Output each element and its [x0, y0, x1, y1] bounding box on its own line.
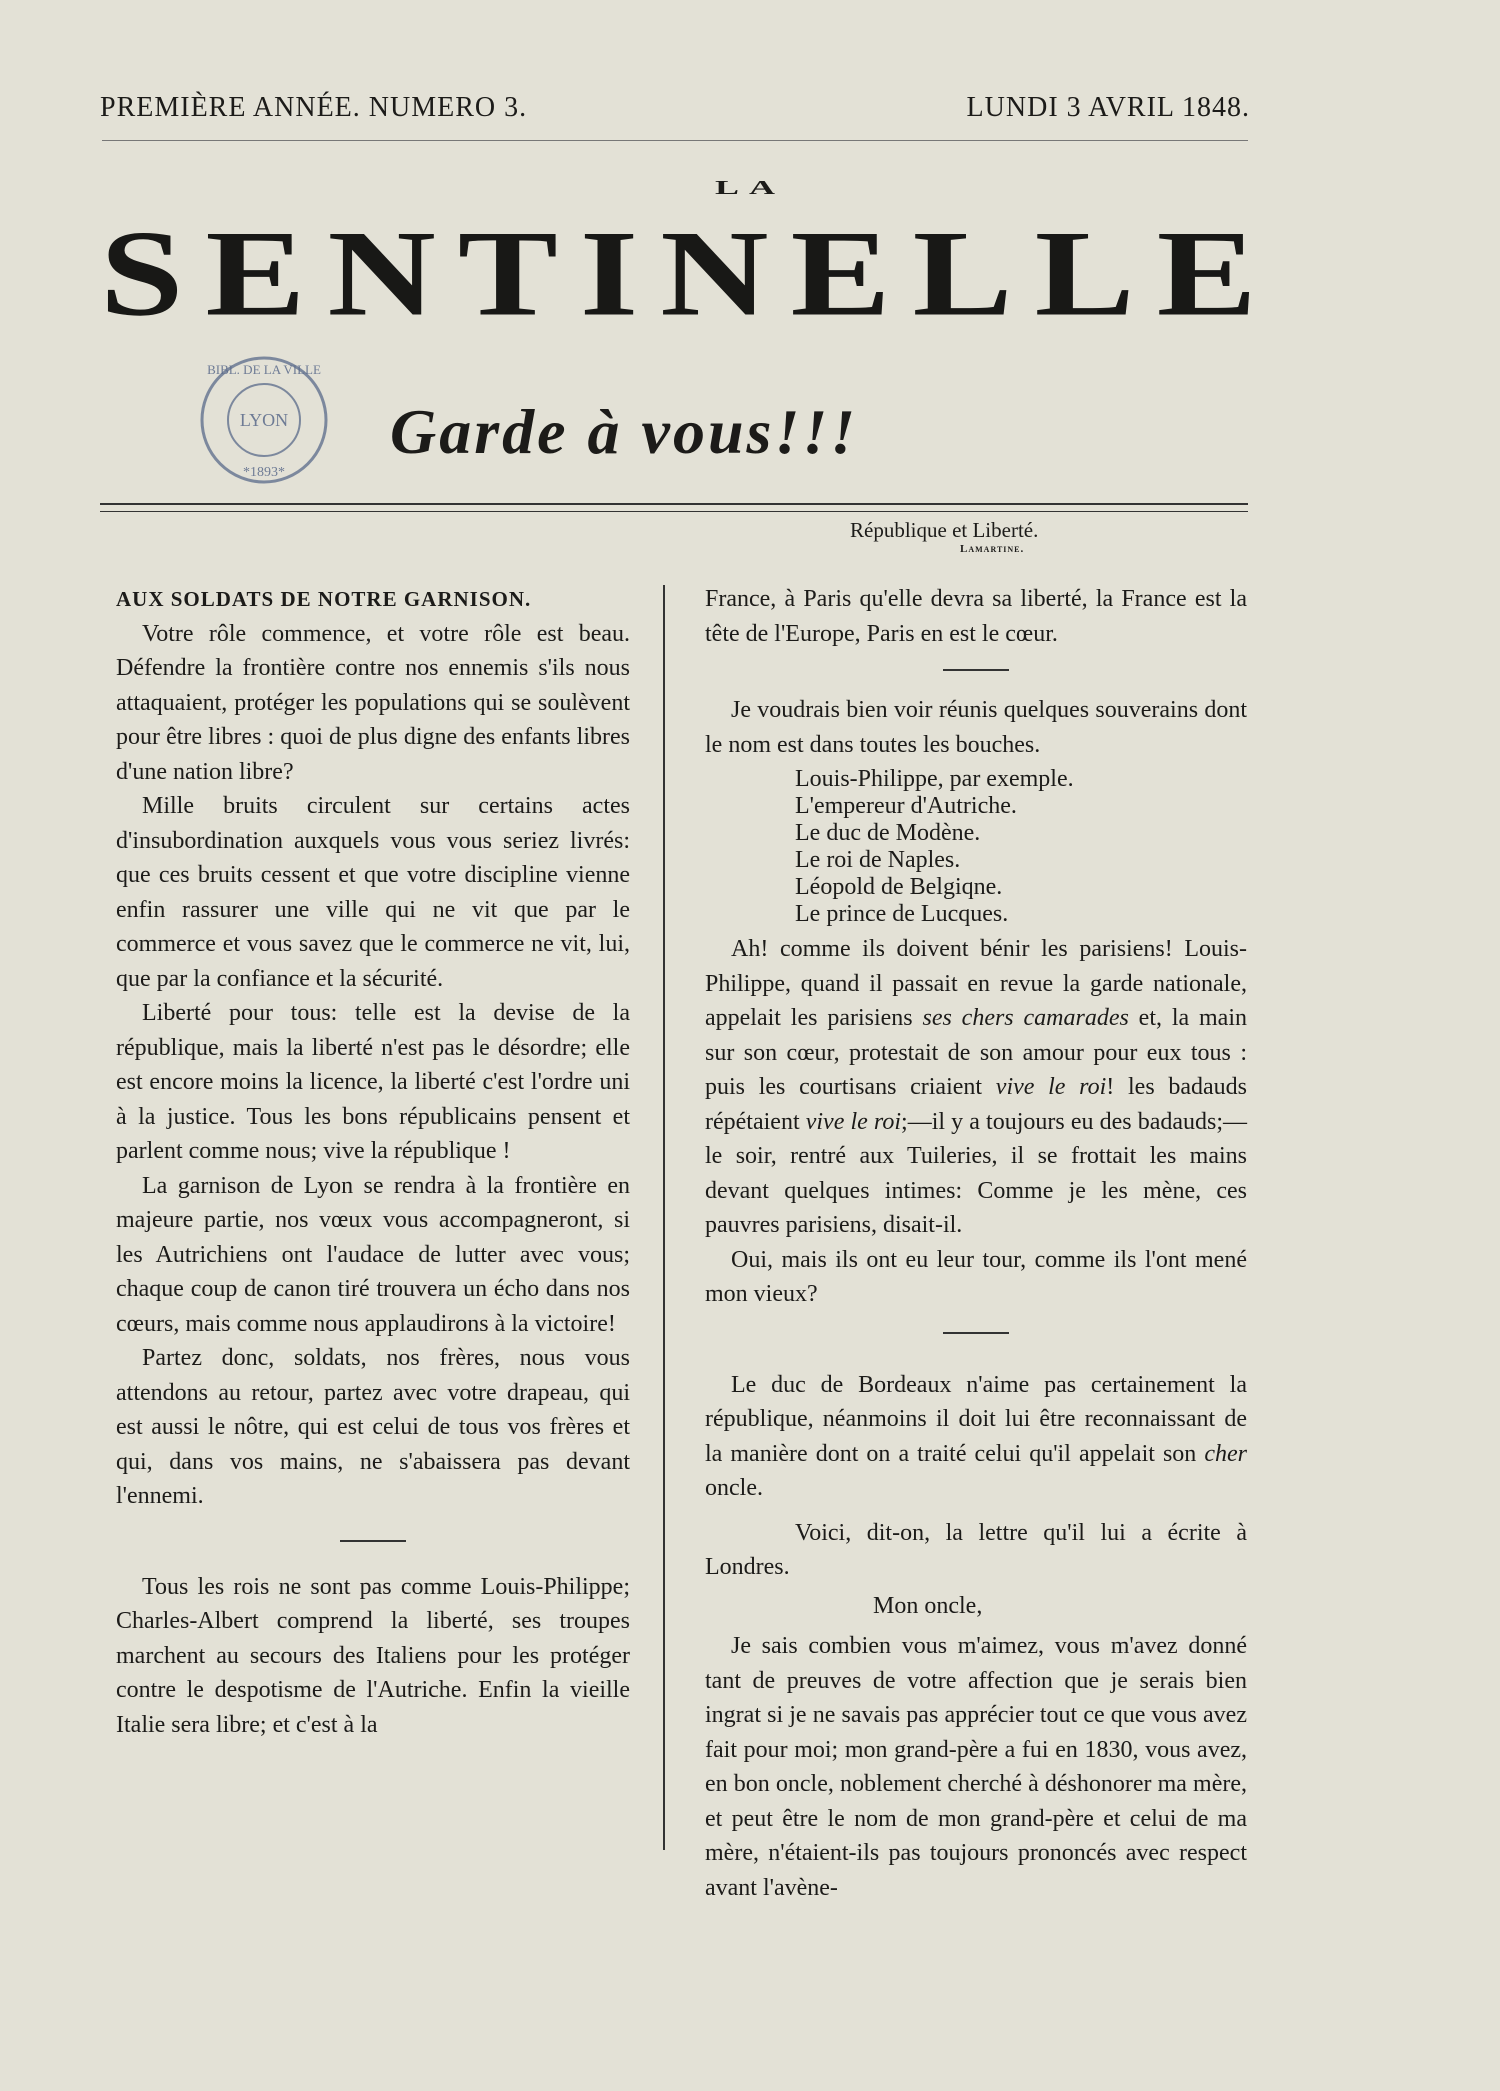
paragraph: Oui, mais ils ont eu leur tour, comme ils l'ont mené mon vieux? — [705, 1246, 1247, 1307]
svg-text:*1893*: *1893* — [243, 465, 285, 480]
text-run: oncle. — [705, 1475, 763, 1501]
top-rule — [102, 140, 1248, 141]
list-item: Louis-Philippe, par exemple. — [795, 766, 1074, 792]
epigraph-author: Lamartine. — [960, 543, 1025, 555]
spacer — [705, 1506, 1247, 1516]
italic-run: ses chers camarades — [922, 1005, 1129, 1031]
text-run: Ah! comme ils doivent bénir les parisiens! Louis-Philippe, quand il passait en revue la garde nationale, appelait les parisiens — [705, 936, 1247, 1031]
library-stamp-icon — [194, 350, 334, 490]
list-item: L'empereur d'Autriche. — [795, 793, 1017, 819]
paragraph: Tous les rois ne sont pas comme Louis-Philippe; Charles-Albert comprend la liberté, ses troupes marchent au secours des Italiens pour les protéger contre le despotisme de l'Autriche. Enfin la vieille Italie sera libre; et c'est à la — [116, 1573, 630, 1738]
paragraph — [705, 1368, 1247, 1506]
italic-run: cher — [1204, 1440, 1247, 1467]
masthead-title: SENTINELLE — [100, 205, 1279, 342]
list-item: Le prince de Lucques. — [795, 901, 1009, 927]
italic-run: vive le roi — [805, 1108, 902, 1135]
column-divider — [663, 585, 665, 1850]
left-column — [116, 582, 630, 1742]
issue-number: PREMIÈRE ANNÉE. NUMERO 3. — [100, 92, 528, 123]
text-run: Le duc de Bordeaux n'aime pas certainement la république, néanmoins il doit lui être reconnaissant de la manière dont on a traité celui qu'il appelait son — [705, 1371, 1247, 1467]
section-separator — [943, 1332, 1009, 1334]
paragraph: Votre rôle commence, et votre rôle est beau. Défendre la frontière contre nos ennemis s'ils nous attaquaient, protéger les populations qui se soulèvent pour être libres : quoi de plus digne des enfants libres d'une nation libre? — [116, 620, 630, 785]
paragraph: Mille bruits circulent sur certains actes d'insubordination auxquels vous vous seriez livrés: que ces bruits cessent et que votre discipline vienne enfin rassurer une ville qui ne vit que par le commerce et vous savez que le commerce ne vit, lui, que par la confiance et la sécurité. — [116, 793, 630, 992]
paragraph: Voici, dit-on, la lettre qu'il lui a écrite à Londres. — [705, 1519, 1247, 1580]
epigraph-text: République et Liberté. — [850, 518, 1039, 542]
paragraph: France, à Paris qu'elle devra sa liberté, la France est la tête de l'Europe, Paris en est le cœur. — [705, 586, 1247, 647]
paragraph: Partez donc, soldats, nos frères, nous vous attendons au retour, partez avec votre drapeau, qui est aussi le nôtre, qui est celui de tous vos frères et qui, dans vos mains, ne s'abaissera pas devant l'ennemi. — [116, 1345, 630, 1509]
sovereign-list — [705, 766, 1247, 928]
issue-line — [100, 92, 1250, 132]
section-separator — [943, 669, 1009, 671]
paragraph: Je sais combien vous m'aimez, vous m'avez donné tant de preuves de votre affection que je serais bien ingrat si je ne savais pas apprécier tout ce que vous avez fait pour moi; mon grand-père a fui en 1830, vous avez, en bon oncle, noblement cherché à déshonorer ma mère, et peut être le nom de mon grand-père et celui de ma mère, n'étaient-ils pas toujours prononcés avec respect avant l'avène- — [705, 1633, 1247, 1901]
list-item: Léopold de Belgiqne. — [795, 874, 1003, 900]
issue-date: LUNDI 3 AVRIL 1848. — [966, 92, 1250, 123]
paragraph: Liberté pour tous: telle est la devise de la république, mais la liberté n'est pas le désordre; elle est encore moins la licence, la liberté c'est l'ordre uni à la justice. Tous les bons républicains pensent et parlent comme nous; vive la république ! — [116, 1000, 630, 1164]
paragraph: La garnison de Lyon se rendra à la frontière en majeure partie, nos vœux vous accompagneront, si les Autrichiens ont l'audace de lutter avec vous; chaque coup de canon tiré trouvera un écho dans nos cœurs, mais comme nous applaudirons à la victoire! — [116, 1172, 630, 1337]
paragraph — [705, 932, 1247, 1243]
svg-text:BIBL. DE LA VILLE: BIBL. DE LA VILLE — [207, 362, 321, 377]
letter-salutation: Mon oncle, — [873, 1592, 983, 1619]
text-run: ! les badauds répétaient — [705, 1074, 1248, 1135]
italic-run: vive le roi — [995, 1074, 1107, 1100]
masthead-motto: Garde à vous!!! — [390, 396, 859, 467]
right-column — [705, 582, 1247, 1905]
list-item: Le duc de Modène. — [795, 820, 981, 846]
masthead-kicker: LA — [714, 176, 785, 199]
paragraph: Je voudrais bien voir réunis quelques souverains dont le nom est dans toutes les bouches. — [705, 697, 1247, 758]
text-run: et, la main sur son cœur, protestait de son amour pour eux tous : puis les courtisans criaient — [705, 1005, 1247, 1100]
masthead-double-rule — [100, 503, 1248, 512]
article-heading: AUX SOLDATS DE NOTRE GARNISON. — [116, 587, 532, 611]
list-item: Le roi de Naples. — [795, 847, 961, 873]
text-run: ;—il y a toujours eu des badauds;—le soir, rentré aux Tuileries, il se frottait les mains devant quelques intimes: Comme je les mène, ces pauvres parisiens, disait-il. — [705, 1108, 1248, 1238]
svg-text:LYON: LYON — [239, 410, 289, 430]
section-separator — [340, 1540, 406, 1542]
